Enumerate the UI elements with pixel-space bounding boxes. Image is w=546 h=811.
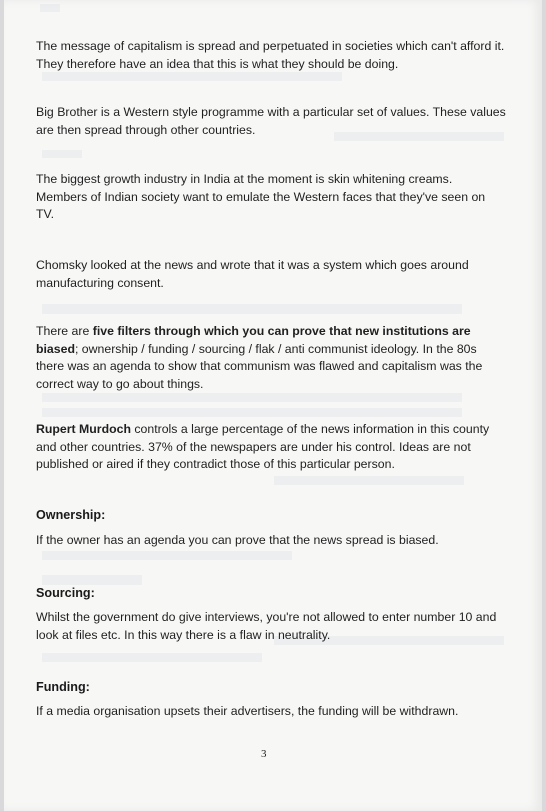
paragraph-ownership: If the owner has an agenda you can prove that the news spread is biased. — [36, 533, 439, 547]
bleed-through-mark — [42, 72, 342, 81]
bleed-through-mark — [42, 653, 262, 662]
bleed-through-mark — [42, 575, 142, 585]
heading-sourcing: Sourcing: — [36, 586, 95, 600]
bleed-through-mark — [40, 4, 60, 12]
five-filters-bold: five filters through which you can prove that new institutions are biased — [36, 324, 471, 356]
bleed-through-mark — [42, 393, 462, 402]
paragraph-murdoch — [36, 421, 506, 474]
bleed-through-mark — [42, 150, 82, 158]
paragraph-sourcing: Whilst the government do give interviews, you're not allowed to enter number 10 and look at files etc. In this way there is a flaw in neutrality. — [36, 610, 497, 642]
heading-funding: Funding: — [36, 680, 90, 694]
murdoch-rest: controls a large percentage of the news information in this county and other countries. 37% of the newspapers are under his control. Ideas are not published or aired if they contradict those of this particular person. — [36, 422, 490, 471]
paragraph-capitalism: The message of capitalism is spread and perpetuated in societies which can't afford it. They therefore have an idea that this is what they should be doing. — [36, 39, 505, 71]
five-filters-rest: ; ownership / funding / sourcing / flak / anti communist ideology. In the 80s there was an agenda to show that communism was flawed and capitalism was the correct way to go about things. — [36, 341, 483, 391]
page-number: 3 — [261, 748, 267, 760]
document-page — [4, 0, 542, 811]
bleed-through-mark — [42, 408, 462, 417]
bleed-through-mark — [274, 476, 464, 485]
murdoch-bold: Rupert Murdoch — [36, 422, 131, 436]
paragraph-india: The biggest growth industry in India at the moment is skin whitening creams. Members of Indian society want to emulate the Western faces that they've seen on TV. — [36, 172, 486, 221]
paragraph-chomsky: Chomsky looked at the news and wrote that it was a system which goes around manufacturing consent. — [36, 258, 469, 290]
paragraph-five-filters — [36, 323, 506, 393]
bleed-through-mark — [42, 551, 292, 560]
paragraph-funding: If a media organisation upsets their advertisers, the funding will be withdrawn. — [36, 704, 459, 718]
five-filters-lead: There are — [36, 324, 93, 338]
heading-ownership: Ownership: — [36, 508, 106, 522]
bleed-through-mark — [42, 304, 462, 314]
paragraph-big-brother: Big Brother is a Western style programme with a particular set of values. These values are then spread through other countries. — [36, 105, 506, 137]
